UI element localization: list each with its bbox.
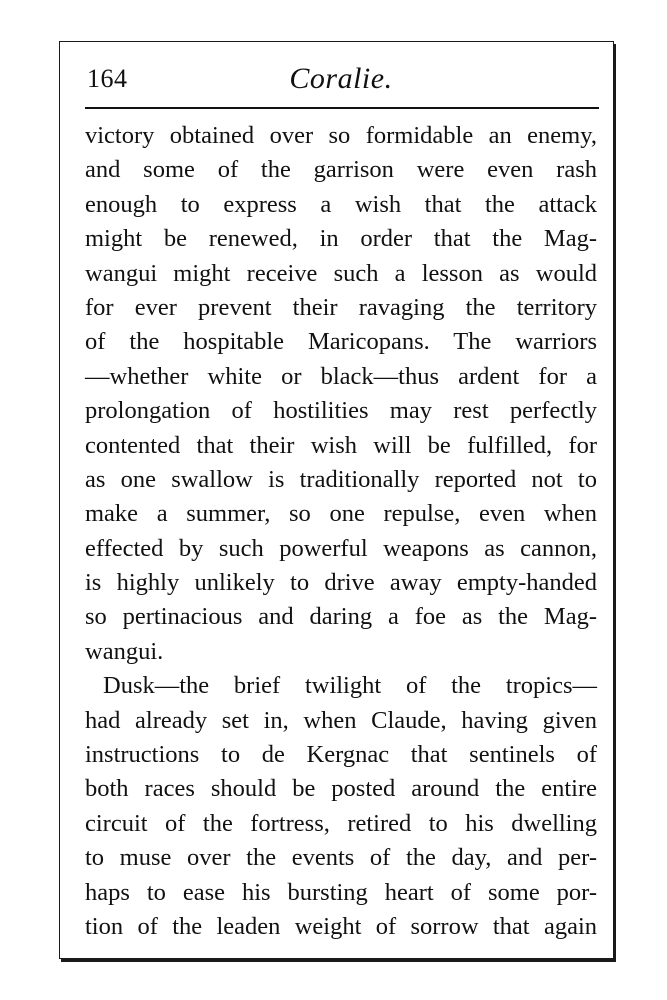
text-line: instructions to de Kergnac that sentinels of — [85, 741, 597, 769]
text-line: and some of the garrison were even rash — [85, 156, 597, 184]
running-head — [85, 60, 597, 104]
text-line: contented that their wish will be fulfilled, for — [85, 431, 597, 459]
text-line: enough to express a wish that the attack — [85, 190, 597, 218]
running-title: Coralie. — [289, 62, 393, 95]
text-line: tion of the leaden weight of sorrow that again — [85, 912, 597, 940]
text-line: had already set in, when Claude, having given — [85, 706, 597, 734]
text-line: might be renewed, in order that the Mag- — [85, 225, 597, 253]
text-line: as one swallow is traditionally reported not to — [85, 465, 597, 493]
text-line: to muse over the events of the day, and per- — [85, 844, 597, 872]
text-line: victory obtained over so formidable an enemy, — [85, 122, 597, 149]
text-line: wangui might receive such a lesson as would — [85, 259, 597, 287]
text-line: so pertinacious and daring a foe as the Mag- — [85, 603, 597, 631]
text-line: both races should be posted around the entire — [85, 775, 597, 803]
text-line: is highly unlikely to drive away empty-handed — [85, 569, 597, 597]
page-number: 164 — [87, 64, 128, 93]
text-line: prolongation of hostilities may rest perfectly — [85, 397, 597, 425]
text-line: circuit of the fortress, retired to his dwelling — [85, 809, 597, 837]
text-line: for ever prevent their ravaging the territory — [85, 293, 597, 321]
header-rule — [85, 107, 599, 109]
body-text — [85, 119, 597, 944]
text-line: haps to ease his bursting heart of some por- — [85, 878, 597, 906]
text-line: make a summer, so one repulse, even when — [85, 500, 597, 528]
text-line: —whether white or black—thus ardent for a — [85, 362, 597, 390]
text-line: of the hospitable Maricopans. The warriors — [85, 328, 597, 356]
text-line: effected by such powerful weapons as cannon, — [85, 534, 597, 562]
paragraph-start-line: Dusk—the brief twilight of the tropics— — [103, 672, 597, 700]
paragraph-end-line: wangui. — [85, 637, 164, 665]
